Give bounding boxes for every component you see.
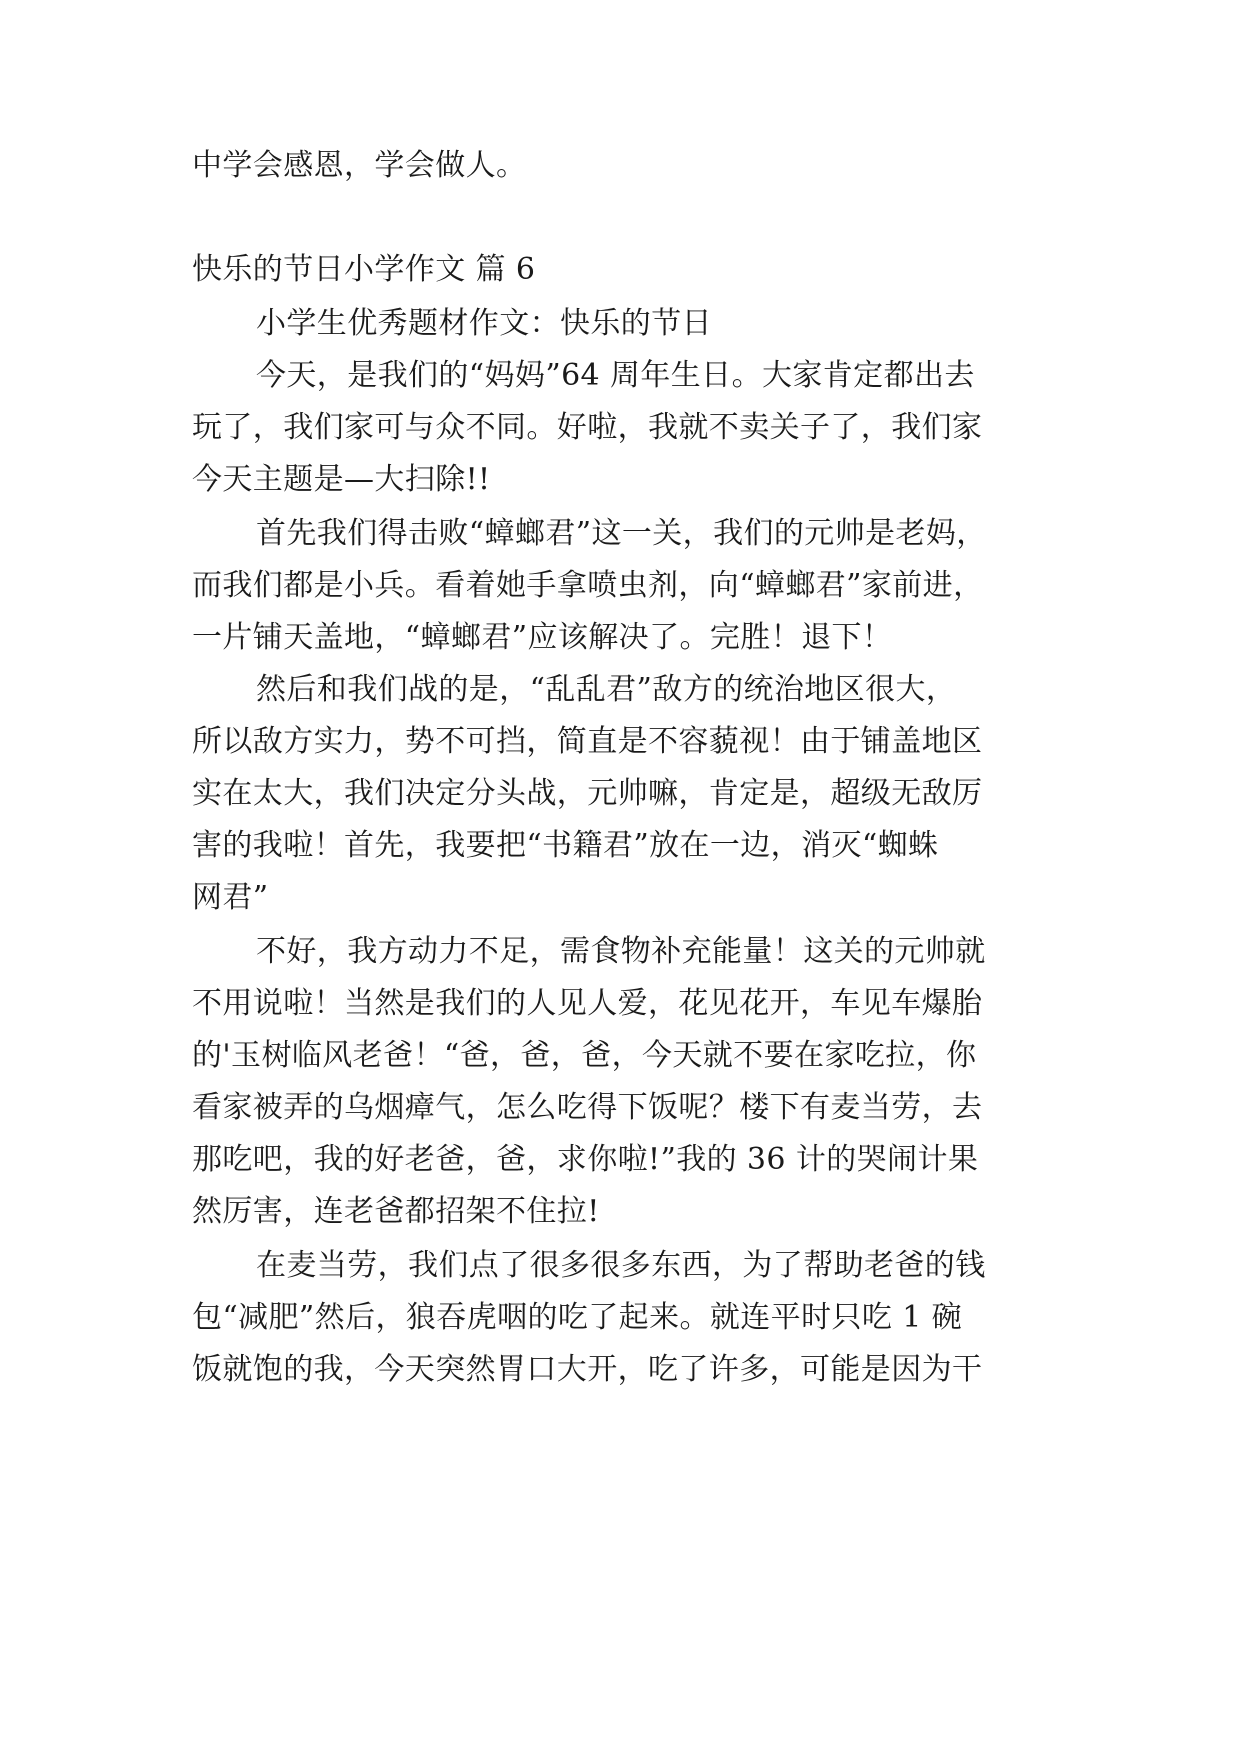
paragraph-line: 一片铺天盖地，“蟑螂君”应该解决了。完胜！退下！ — [192, 620, 893, 655]
paragraph-line: 的'玉树临风老爸！“爸，爸，爸，今天就不要在家吃拉，你 — [192, 1038, 977, 1073]
paragraph-line: 网君” — [192, 880, 269, 915]
paragraph-line: 实在太大，我们决定分头战，元帅嘛，肯定是，超级无敌厉 — [192, 776, 983, 811]
paragraph-line: 玩了，我们家可与众不同。好啦，我就不卖关子了，我们家 — [192, 410, 983, 445]
article-subtitle: 小学生优秀题材作文：快乐的节日 — [256, 306, 712, 341]
paragraph-line: 看家被弄的乌烟瘴气，怎么吃得下饭呢？楼下有麦当劳，去 — [192, 1090, 983, 1125]
paragraph-line: 然后和我们战的是，“乱乱君”敌方的统治地区很大， — [256, 672, 957, 707]
paragraph-line: 在麦当劳，我们点了很多很多东西，为了帮助老爸的钱 — [256, 1248, 986, 1283]
section-heading: 快乐的节日小学作文 篇 6 — [192, 252, 536, 287]
paragraph-line: 包“减肥”然后，狼吞虎咽的吃了起来。就连平时只吃 1 碗 — [192, 1300, 963, 1335]
closing-line: 中学会感恩，学会做人。 — [192, 148, 527, 183]
paragraph-line: 害的我啦！首先，我要把“书籍君”放在一边，消灭“蜘蛛 — [192, 828, 939, 863]
paragraph-line: 今天，是我们的“妈妈”64 周年生日。大家肯定都出去 — [256, 358, 975, 393]
paragraph-line: 不用说啦！当然是我们的人见人爱，花见花开，车见车爆胎 — [192, 986, 983, 1021]
paragraph-line: 首先我们得击败“蟑螂君”这一关，我们的元帅是老妈， — [256, 516, 987, 551]
paragraph-line: 那吃吧，我的好老爸，爸，求你啦!”我的 36 计的哭闹计果 — [192, 1142, 979, 1177]
paragraph-line: 所以敌方实力，势不可挡，简直是不容藐视！由于铺盖地区 — [192, 724, 983, 759]
paragraph-line: 而我们都是小兵。看着她手拿喷虫剂，向“蟑螂君”家前进， — [192, 568, 984, 603]
paragraph-line: 今天主题是—大扫除!! — [192, 462, 491, 497]
paragraph-line: 不好，我方动力不足，需食物补充能量！这关的元帅就 — [256, 934, 986, 969]
paragraph-line: 然厉害，连老爸都招架不住拉! — [192, 1194, 600, 1229]
paragraph-line: 饭就饱的我，今天突然胃口大开，吃了许多，可能是因为干 — [192, 1352, 983, 1387]
